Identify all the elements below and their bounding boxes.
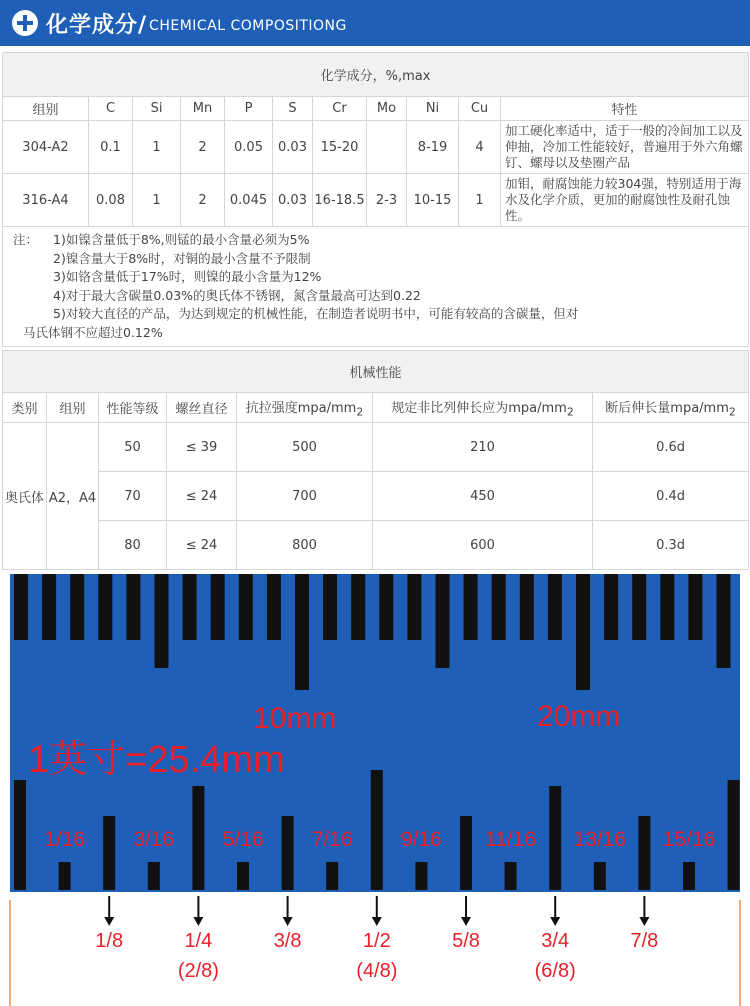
mm-tick <box>492 574 506 640</box>
mm-tick <box>295 574 309 690</box>
mm-tick <box>379 574 393 640</box>
mm-tick <box>464 574 478 640</box>
mm-tick <box>520 574 534 640</box>
arrow-head-icon <box>193 917 203 926</box>
arrow-head-icon <box>104 917 114 926</box>
eighth-label: 1/4 <box>184 930 213 952</box>
mm-tick <box>407 574 421 640</box>
inch-tick <box>460 816 472 890</box>
table-cell: ≤ 24 <box>167 472 237 521</box>
table-cell: 50 <box>99 423 167 472</box>
mm-tick <box>70 574 84 640</box>
mm-tick <box>239 574 253 640</box>
section-header <box>0 0 750 46</box>
mm-tick <box>267 574 281 640</box>
note-line: 3)如铬含量低于17%时，则镍的最小含量为12% <box>53 269 322 284</box>
eighth-alt-label: (2/8) <box>177 960 219 982</box>
mm-tick <box>576 574 590 690</box>
header-subscript: 2 <box>728 405 736 419</box>
sixteenth-label: 9/16 <box>400 828 442 851</box>
inch-tick <box>59 862 71 890</box>
table-caption: 机械性能 <box>3 351 749 393</box>
header-text: 抗拉强度mpa/mm <box>245 400 357 416</box>
mm-tick <box>717 574 731 668</box>
table-cell: 8-19 <box>407 121 459 174</box>
mm-tick <box>660 574 674 640</box>
table-cell: 0.045 <box>225 174 273 227</box>
table-cell: 800 <box>237 521 373 570</box>
sixteenth-label: 11/16 <box>485 828 537 851</box>
eighth-label: 3/8 <box>273 930 302 952</box>
mm-tick <box>351 574 365 640</box>
inch-equivalence-label: 1英寸=25.4mm <box>28 739 285 781</box>
note-line: 1)如镍含量低于8%,则锰的最小含量必须为5% <box>53 232 310 247</box>
header-text: 断后伸长量mpa/mm <box>605 400 729 416</box>
inch-tick <box>14 780 26 890</box>
table-cell: 16-18.5 <box>313 174 367 227</box>
table-cell: 2 <box>181 121 225 174</box>
notes-block <box>3 227 749 347</box>
table-row <box>3 521 749 570</box>
table-cell: 1 <box>133 174 181 227</box>
sixteenth-label: 7/16 <box>311 828 353 851</box>
mm-tick <box>604 574 618 640</box>
table-row <box>3 174 749 227</box>
table-cell: 304-A2 <box>3 121 89 174</box>
table-cell: ≤ 24 <box>167 521 237 570</box>
eighth-alt-label: (4/8) <box>356 960 398 982</box>
group-cell: A2，A4 <box>47 423 99 570</box>
eighth-label: 5/8 <box>452 930 480 952</box>
table-cell: 70 <box>99 472 167 521</box>
inch-tick <box>638 816 650 890</box>
mm-label-20: 20mm <box>537 700 621 733</box>
column-header: Cr <box>313 97 367 121</box>
column-header <box>593 393 749 423</box>
category-cell: 奥氏体 <box>3 423 47 570</box>
mechanical-properties-table <box>2 350 749 570</box>
sixteenth-label: 5/16 <box>222 828 264 851</box>
table-caption: 化学成分，%,max <box>3 53 749 97</box>
mm-tick <box>211 574 225 640</box>
column-header: 类别 <box>3 393 47 423</box>
table-cell: 0.1 <box>89 121 133 174</box>
column-header: Ni <box>407 97 459 121</box>
column-header: 特性 <box>501 97 749 121</box>
header-subscript: 2 <box>566 405 574 419</box>
eighth-alt-label: (6/8) <box>534 960 576 982</box>
table-cell: 0.05 <box>225 121 273 174</box>
notes-label: 注： <box>13 232 39 247</box>
mm-tick <box>436 574 450 668</box>
column-header: 组别 <box>47 393 99 423</box>
inch-tick <box>594 862 606 890</box>
header-text: 规定非比列伸长应为mpa/mm <box>391 400 567 416</box>
table-cell: 0.3d <box>593 521 749 570</box>
note-line: 2)镍含量大于8%时，对铜的最小含量不予限制 <box>53 250 311 266</box>
sixteenth-label: 15/16 <box>662 828 716 851</box>
sixteenth-label: 13/16 <box>573 828 627 851</box>
arrow-head-icon <box>639 917 649 926</box>
column-header: Cu <box>459 97 501 121</box>
table-cell: 2 <box>181 174 225 227</box>
table-cell: 316-A4 <box>3 174 89 227</box>
inch-tick <box>505 862 517 890</box>
column-header: C <box>89 97 133 121</box>
table-cell: 4 <box>459 121 501 174</box>
table-cell: ≤ 39 <box>167 423 237 472</box>
inch-tick <box>371 770 383 890</box>
table-row <box>3 423 749 472</box>
table-cell: 0.6d <box>593 423 749 472</box>
section-title: 化学成分/ <box>46 12 148 38</box>
note-line: 5)对较大直径的产品，为达到规定的机械性能，在制造者说明书中，可能有较高的含碳量，但对 <box>53 306 579 321</box>
feature-cell: 加钼，耐腐蚀能力较304强，特别适用于海水及化学介质，更加的耐腐蚀性及耐孔蚀性。 <box>501 174 749 227</box>
column-header: 螺丝直径 <box>167 393 237 423</box>
table-cell: 1 <box>133 121 181 174</box>
inch-tick <box>103 816 115 890</box>
table-cell: 500 <box>237 423 373 472</box>
column-header: Mn <box>181 97 225 121</box>
table-cell: 0.03 <box>273 121 313 174</box>
sixteenth-label: 1/16 <box>44 828 86 851</box>
table-cell: 0.03 <box>273 174 313 227</box>
mm-tick <box>126 574 140 640</box>
inch-tick <box>549 786 561 890</box>
inch-tick <box>237 862 249 890</box>
eighth-label: 7/8 <box>630 930 659 952</box>
table-cell: 700 <box>237 472 373 521</box>
inch-tick <box>282 816 294 890</box>
table-row <box>3 121 749 174</box>
arrow-head-icon <box>550 917 560 926</box>
column-header: 组别 <box>3 97 89 121</box>
note-line: 马氏体钢不应超过0.12% <box>23 324 163 340</box>
header-subscript: 2 <box>356 405 364 419</box>
inch-tick <box>192 786 204 890</box>
mm-tick <box>42 574 56 640</box>
ruler-illustration <box>0 574 750 1006</box>
inch-tick <box>148 862 160 890</box>
arrow-head-icon <box>283 917 293 926</box>
table-cell: 1 <box>459 174 501 227</box>
eighth-label: 1/2 <box>362 930 391 952</box>
table-cell: 450 <box>373 472 593 521</box>
table-cell: 2-3 <box>367 174 407 227</box>
mm-label-10: 10mm <box>253 702 337 735</box>
table-cell: 210 <box>373 423 593 472</box>
mm-tick <box>155 574 169 668</box>
mm-tick <box>14 574 28 640</box>
arrow-head-icon <box>461 917 471 926</box>
arrow-head-icon <box>372 917 382 926</box>
inch-tick <box>728 780 740 890</box>
table-cell: 15-20 <box>313 121 367 174</box>
table-cell: 0.08 <box>89 174 133 227</box>
table-cell <box>367 121 407 174</box>
sixteenth-label: 3/16 <box>133 828 175 851</box>
feature-cell: 加工硬化率适中，适于一般的冷间加工以及伸抽，冷加工性能较好，普遍用于外六角螺钉、螺母以及垫圈产品 <box>501 121 749 174</box>
column-header: P <box>225 97 273 121</box>
ruler-graphic <box>0 574 750 1006</box>
mm-tick <box>548 574 562 640</box>
table-row <box>3 472 749 521</box>
inch-tick <box>683 862 695 890</box>
mm-tick <box>323 574 337 640</box>
table-cell: 10-15 <box>407 174 459 227</box>
plus-circle-icon <box>12 10 38 36</box>
column-header: S <box>273 97 313 121</box>
eighth-label: 3/4 <box>541 930 570 952</box>
table-cell: 600 <box>373 521 593 570</box>
mm-tick <box>632 574 646 640</box>
inch-tick <box>415 862 427 890</box>
mm-tick <box>98 574 112 640</box>
column-header: Si <box>133 97 181 121</box>
column-header: 性能等级 <box>99 393 167 423</box>
table-cell: 80 <box>99 521 167 570</box>
chemical-composition-table <box>2 52 749 347</box>
column-header: Mo <box>367 97 407 121</box>
mm-tick <box>183 574 197 640</box>
column-header <box>373 393 593 423</box>
mm-tick <box>688 574 702 640</box>
table-cell: 0.4d <box>593 472 749 521</box>
note-line: 4)对于最大含碳量0.03%的奥氏体不锈钢，氮含量最高可达到0.22 <box>53 287 421 303</box>
eighth-label: 1/8 <box>95 930 124 952</box>
section-subtitle: CHEMICAL COMPOSITIONG <box>149 18 347 34</box>
column-header <box>237 393 373 423</box>
inch-tick <box>326 862 338 890</box>
